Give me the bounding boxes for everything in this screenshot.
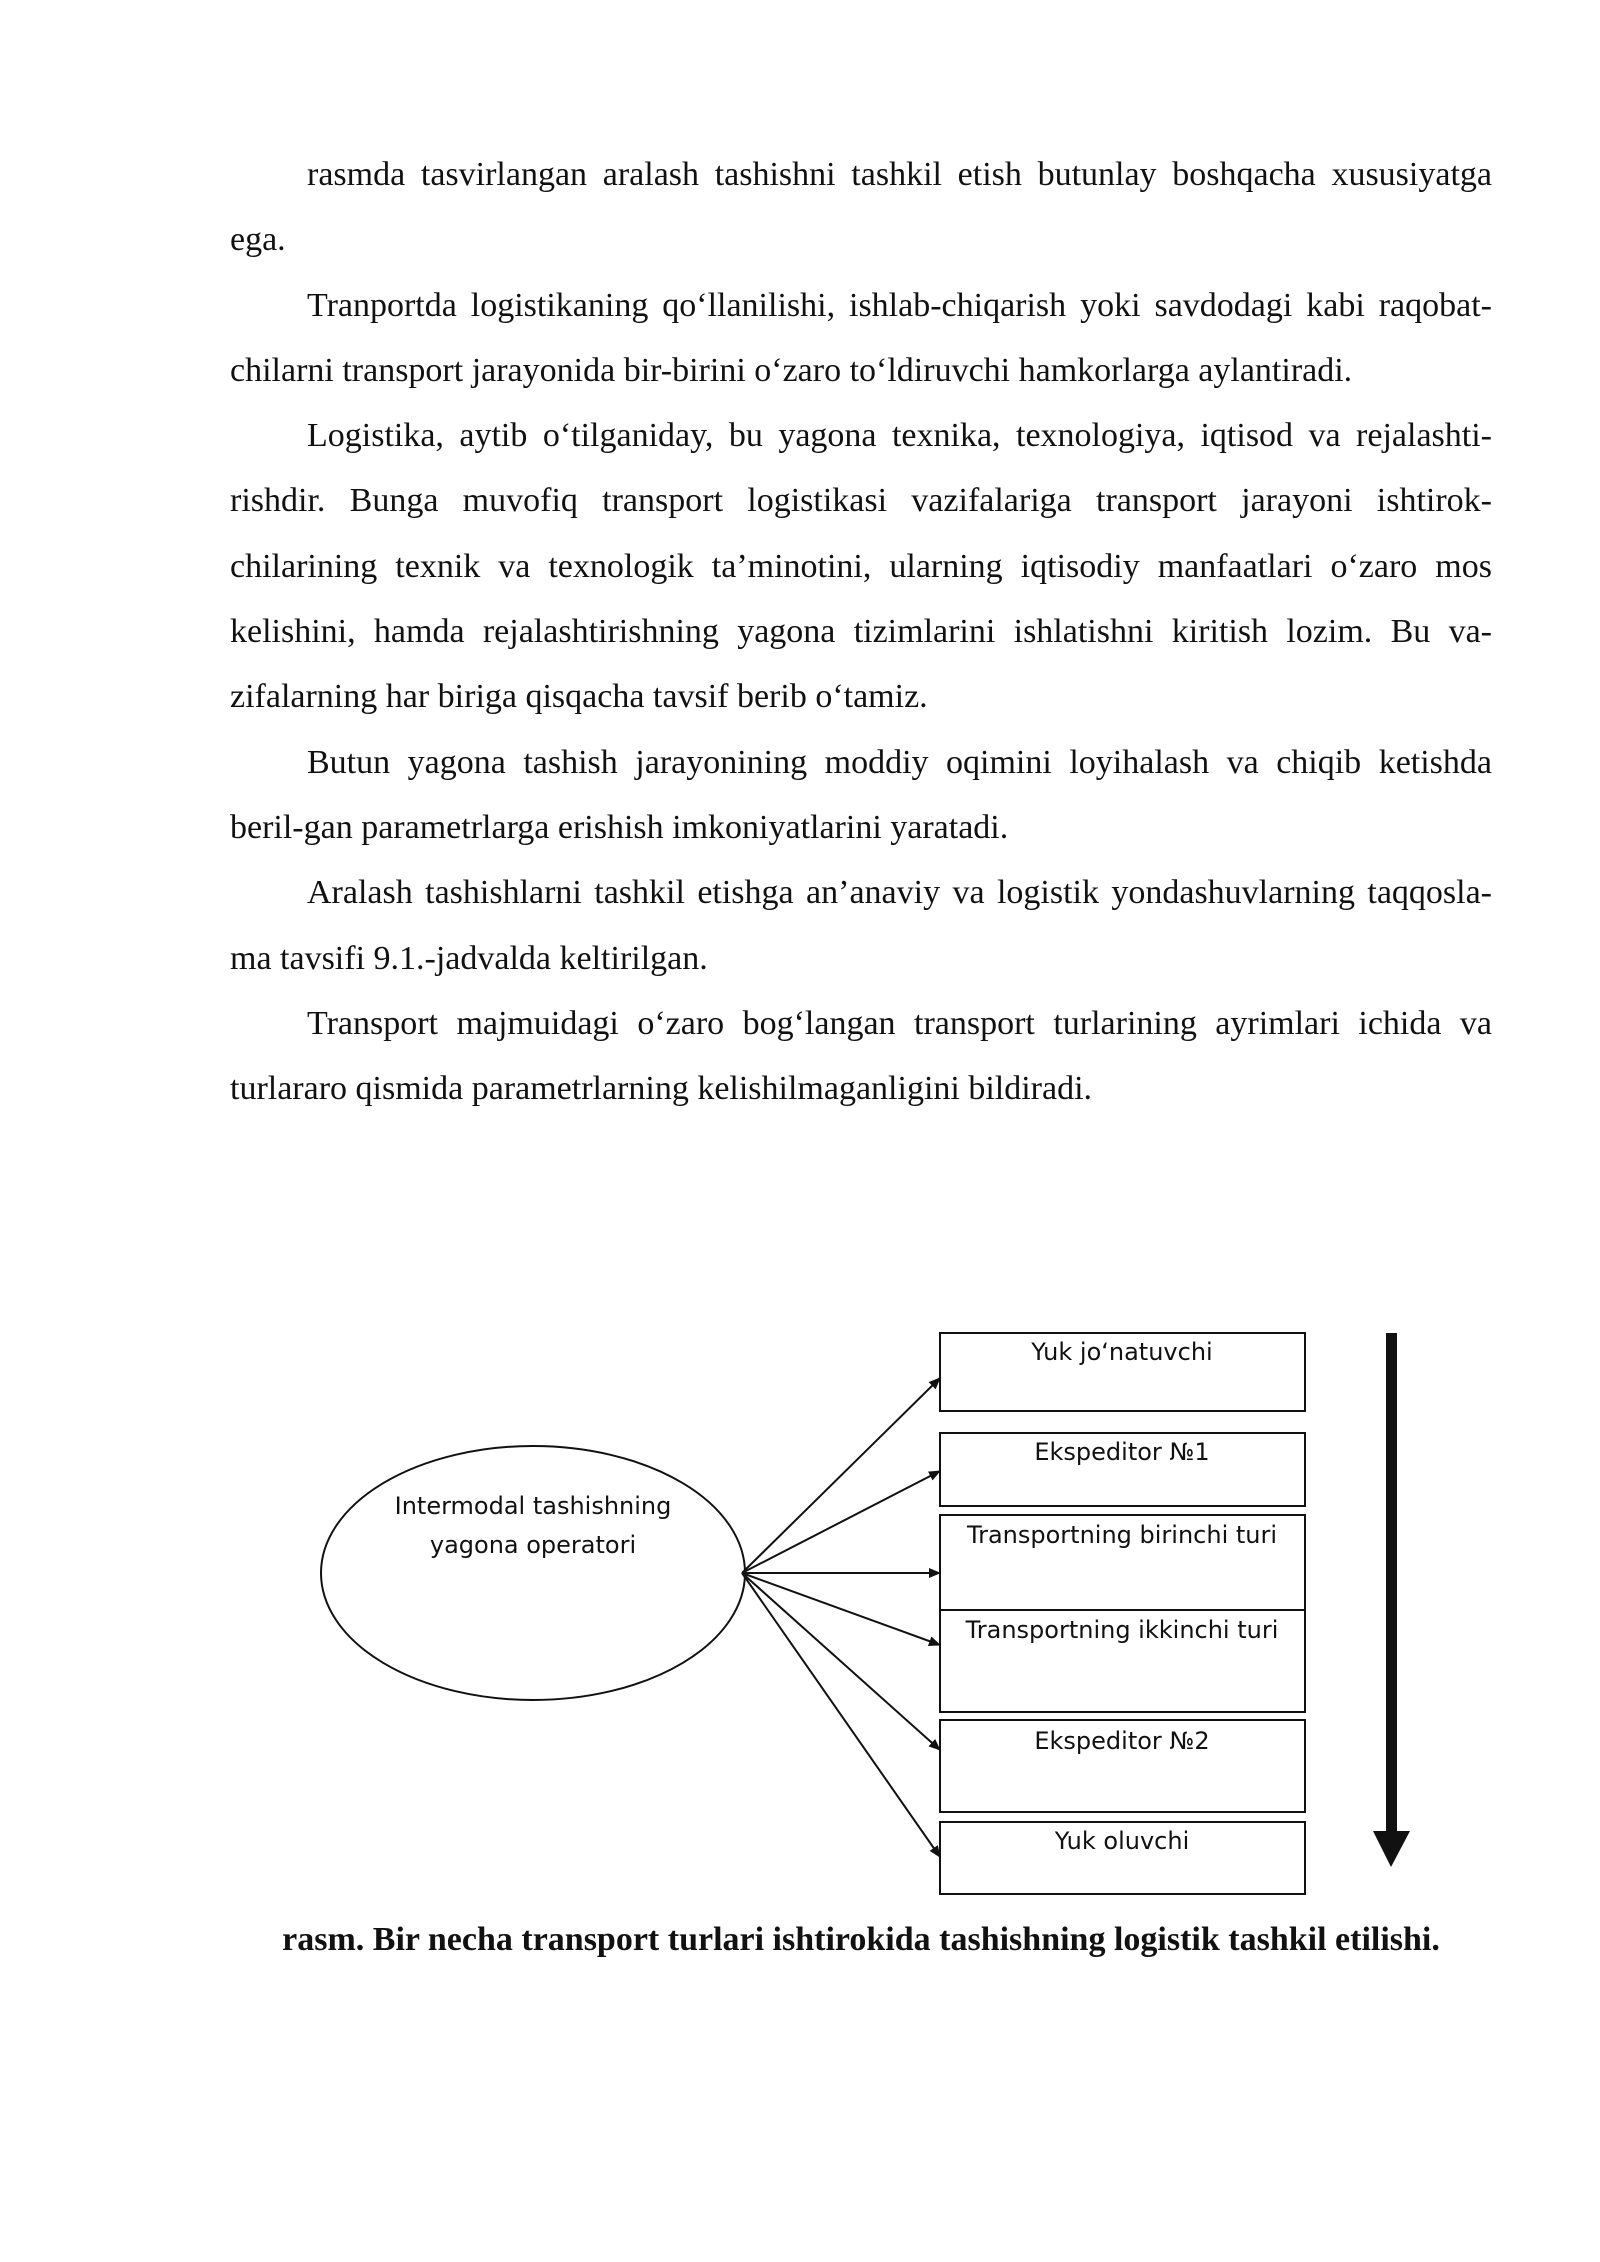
paragraph: rasmda tasvirlangan aralash tashishni tashkil etish butunlay boshqacha xususiyatga ega.	[230, 156, 1492, 259]
operator-ellipse	[321, 1446, 745, 1700]
paragraph: Aralash tashishlarni tashkil etishga an’anaviy va logistik yondashuvlarning taqqosla-ma tavsifi 9.1.-jadvalda keltirilgan.	[230, 874, 1492, 977]
arrow-to-forwarder-1	[742, 1471, 940, 1573]
flow-arrow-shaft	[1386, 1333, 1397, 1833]
box-sender-label: Yuk jo‘natuvchi	[1031, 1338, 1213, 1366]
flow-arrow-head	[1373, 1831, 1410, 1867]
operator-label-line2: yagona operatori	[429, 1531, 637, 1559]
box-transport-2-label: Transportning ikkinchi turi	[965, 1616, 1279, 1644]
figure-caption: rasm. Bir necha transport turlari ishtirokida tashishning logistik tashkil etilishi.	[282, 1921, 1440, 1958]
box-receiver-label: Yuk oluvchi	[1054, 1827, 1190, 1855]
paragraph: Transport majmuidagi o‘zaro bog‘langan transport turlarining ayrimlari ichida va turlararo qismida parametrlarning kelishilmaganligini bildiradi.	[230, 1004, 1492, 1108]
arrow-to-forwarder-2	[742, 1573, 940, 1750]
operator-label-line1: Intermodal tashishning	[394, 1492, 672, 1520]
box-forwarder-2-label: Ekspeditor №2	[1034, 1727, 1210, 1755]
paragraph: Tranportda logistikaning qo‘llanilishi, ishlab-chiqarish yoki savdodagi kabi raqobat-chilarni transport jarayonida bir-birini o‘zaro to‘ldiruvchi hamkorlarga aylantiradi.	[230, 286, 1492, 389]
box-transport-1-label: Transportning birinchi turi	[966, 1521, 1278, 1549]
paragraph: Logistika, aytib o‘tilganiday, bu yagona texnika, texnologiya, iqtisod va rejalashti-rishdir. Bunga muvofiq transport logistikasi vazifalariga transport jarayoni ishtirok-chilarining texnik va texnologik ta’minotini, ularning iqtisodiy manfaatlari o‘zaro mos kelishini, hamda rejalashtirishning yagona tizimlarini ishlatishni kiritish lozim. Bu va-zifalarning har biriga qisqacha tavsif berib o‘tamiz.	[230, 417, 1492, 716]
arrow-to-transport-2	[742, 1573, 940, 1645]
arrow-to-sender	[742, 1378, 940, 1573]
arrow-to-receiver	[742, 1573, 940, 1857]
box-forwarder-1-label: Ekspeditor №1	[1034, 1438, 1210, 1466]
paragraph: Butun yagona tashish jarayonining moddiy oqimini loyihalash va chiqib ketishda beril-gan parametrlarga erishish imkoniyatlarini yaratadi.	[230, 743, 1492, 846]
